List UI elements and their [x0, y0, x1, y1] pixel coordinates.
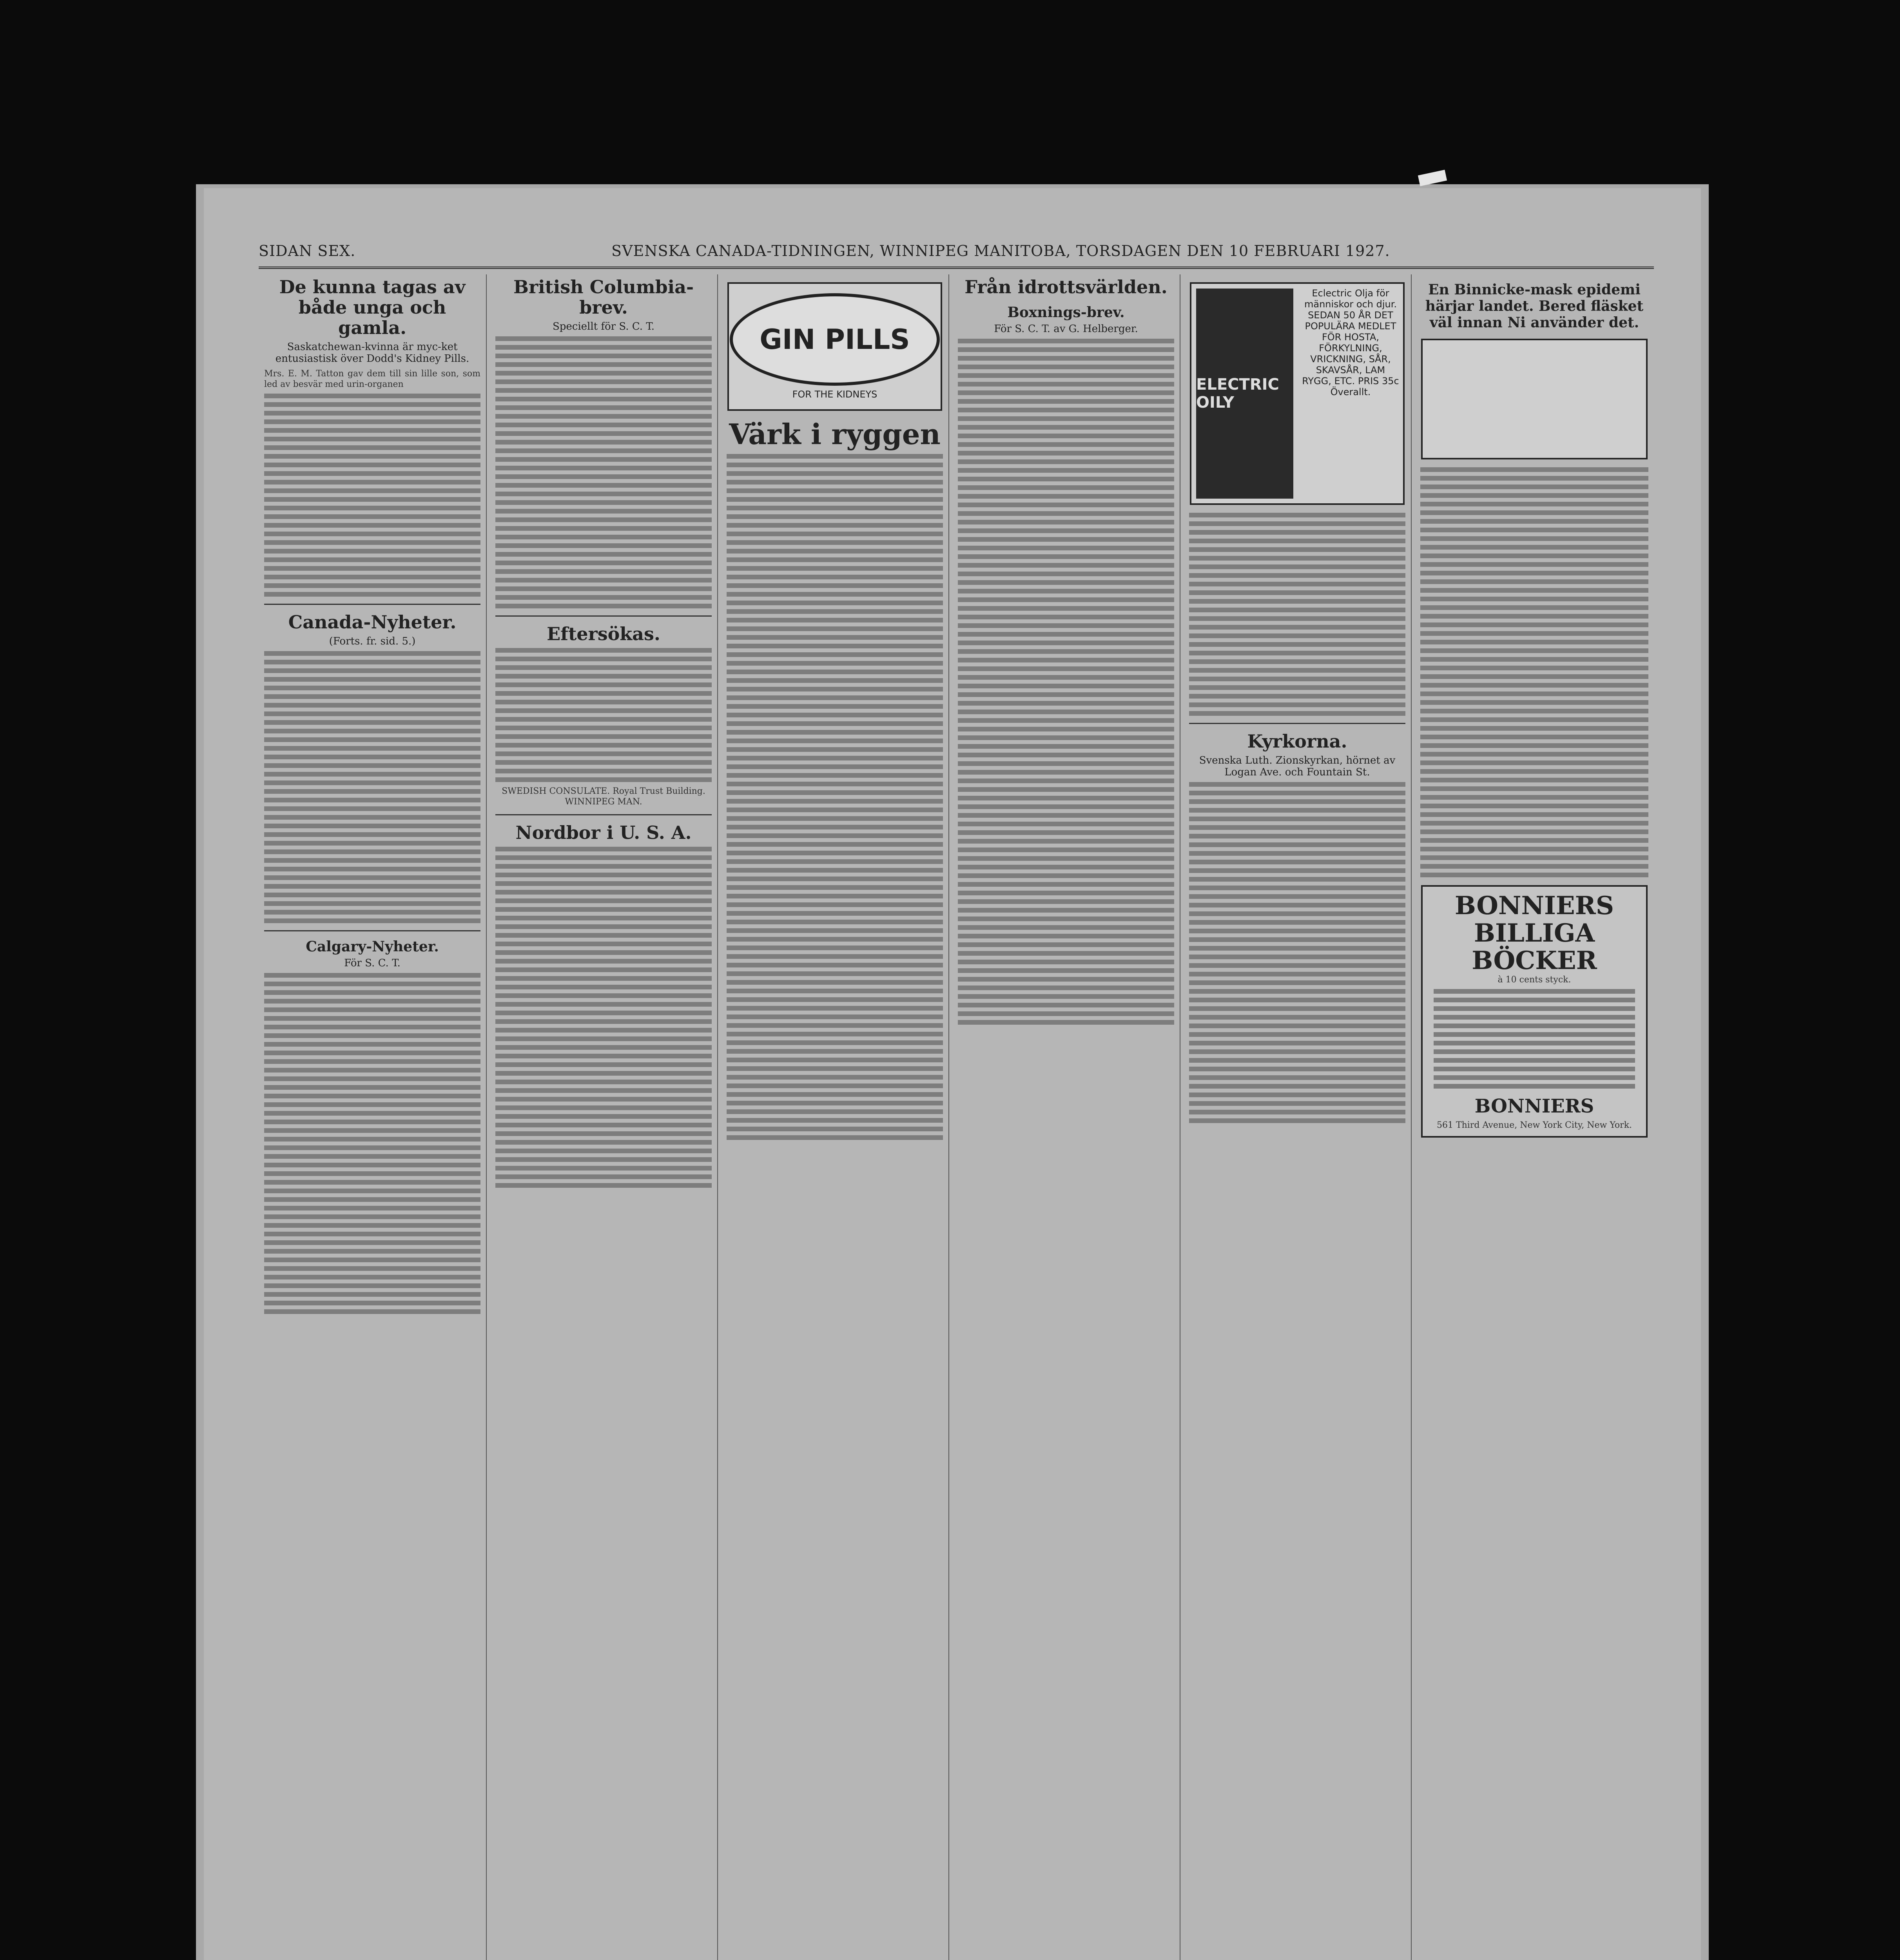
section-subtitle: Boxnings-brev.	[1007, 304, 1125, 321]
headline: De kunna tagas av både unga och gamla.	[279, 276, 466, 338]
column-1	[259, 274, 487, 1960]
section-subtitle: Speciellt för S. C. T.	[552, 321, 655, 332]
book-list	[1428, 989, 1641, 1089]
ad-text: Eclectric Olja för människor och djur. SEDAN 50 ÅR DET POPULÄRA MEDLET FÖR HOSTA, FÖRKYLNING, VRICKNING, SÅR, SKAVSÅR, LAM RYGG, ETC. PRIS 35c Överallt.	[1302, 288, 1399, 397]
section-subtitle: (Forts. fr. sid. 5.)	[329, 635, 416, 647]
ad-price: à 10 cents styck.	[1498, 975, 1571, 985]
byline: För S. C. T. av G. Helberger.	[994, 323, 1138, 335]
section-title: British Columbia-brev.	[513, 276, 694, 318]
section-subtitle: För S. C. T.	[344, 957, 401, 969]
section-title: Canada-Nyheter.	[288, 612, 457, 633]
article-body	[952, 339, 1180, 1025]
article-body	[721, 454, 948, 1140]
section-title: Eftersökas.	[547, 623, 660, 644]
article-body	[490, 648, 717, 782]
eclectric-oil-ad	[1190, 282, 1405, 505]
article-body	[259, 394, 486, 597]
ad-title: BONNIERS BILLIGA BÖCKER	[1454, 891, 1614, 975]
section-title: Från idrottsvärlden.	[965, 276, 1168, 298]
column-3	[721, 274, 949, 1960]
gin-pills-ad	[727, 282, 942, 411]
ad-footer: BONNIERS	[1474, 1095, 1594, 1117]
section-subtitle: Svenska Luth. Zionskyrkan, hörnet av Logan Ave. och Fountain St.	[1199, 755, 1396, 778]
seal-illustration-icon	[1421, 339, 1648, 459]
oil-bottle-icon: ELECTRIC OILY	[1196, 289, 1293, 499]
section-title: En Binnicke-mask epidemi härjar landet. Bered fläsket väl innan Ni använder det.	[1425, 281, 1644, 331]
column-2	[490, 274, 718, 1960]
section-title: Nordbor i U. S. A.	[515, 822, 692, 843]
section-title: Kyrkorna.	[1247, 731, 1347, 752]
article-body	[490, 336, 717, 608]
column-5	[1184, 274, 1412, 1960]
article-body	[259, 973, 486, 1314]
column-6	[1415, 274, 1654, 1960]
section-title: Calgary-Nyheter.	[306, 938, 439, 955]
newspaper-title: SVENSKA CANADA-TIDNINGEN, WINNIPEG MANITOBA, TORSDAGEN DEN 10 FEBRUARI 1927.	[611, 242, 1390, 260]
ad-address: 561 Third Avenue, New York City, New York.	[1436, 1120, 1632, 1130]
column-4	[952, 274, 1180, 1960]
article-body	[259, 651, 486, 923]
consulate-notice: SWEDISH CONSULATE. Royal Trust Building. WINNIPEG MAN.	[502, 786, 705, 807]
ad-title: Värk i ryggen	[729, 417, 941, 451]
article-body	[1184, 782, 1411, 1123]
subheadline: Saskatchewan-kvinna är myc-ket entusiastisk över Dodd's Kidney Pills.	[275, 341, 470, 365]
bonniers-ad	[1421, 885, 1648, 1138]
pill-tin-icon: GIN PILLS	[730, 293, 940, 386]
article-body	[490, 847, 717, 1188]
newspaper-page	[204, 188, 1701, 1960]
masthead	[259, 235, 1654, 269]
article-body	[1415, 467, 1654, 877]
tape-mark	[1418, 170, 1447, 186]
intro-text: Mrs. E. M. Tatton gav dem till sin lille son, som led av besvär med urin-organen	[264, 369, 480, 389]
ad-subtitle: FOR THE KIDNEYS	[792, 389, 877, 400]
article-body	[1184, 513, 1411, 716]
page-label: SIDAN SEX.	[259, 242, 356, 260]
